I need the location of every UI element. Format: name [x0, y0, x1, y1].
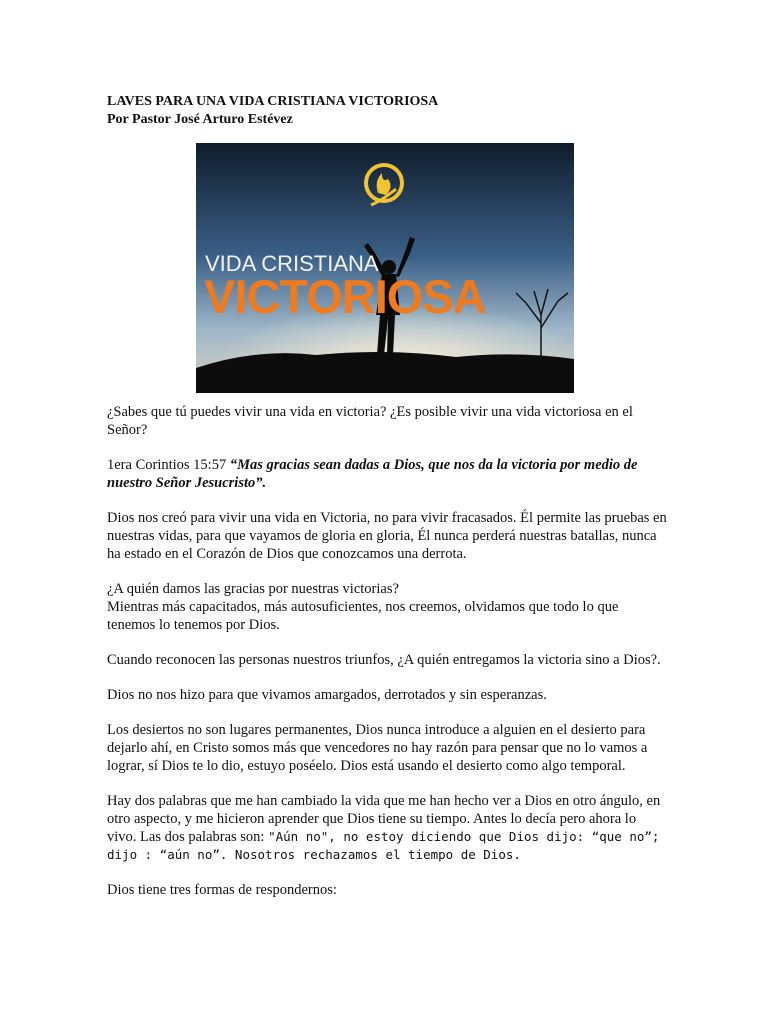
bible-quote: “Mas gracias sean dadas a Dios, que nos da la victoria por medio de nuestro Señor Jesucristo”. [107, 457, 638, 491]
bible-reference: 1era Corintios 15:57 [107, 457, 230, 473]
paragraph-8-serif: Hay dos palabras que me han cambiado la vida que me han hecho ver a Dios en otro ángulo, en otro aspecto, y me hicieron aprender que Dios tiene su tiempo. Antes lo decía pero ahora lo vivo. Las dos palabras son: [107, 793, 661, 845]
paragraph-8 [107, 792, 667, 864]
paragraph-2 [107, 456, 667, 492]
paragraph-5: Cuando reconocen las personas nuestros triunfos, ¿A quién entregamos la victoria sino a Dios?. [107, 652, 661, 668]
banner-big-text: VICTORIOSA [204, 270, 486, 323]
paragraph-8-mono: "Aún no", no estoy diciendo que Dios dijo: “que no”; dijo : “aún no”. Nosotros rechazamos el tiempo de Dios. [107, 829, 660, 862]
document-title: LAVES PARA UNA VIDA CRISTIANA VICTORIOSA [107, 94, 439, 109]
document-page [107, 93, 667, 899]
document-author: Por Pastor José Arturo Estévez [107, 112, 293, 127]
banner-image [196, 143, 574, 393]
paragraph-4-question: ¿A quién damos las gracias por nuestras victorias? [107, 581, 399, 597]
paragraph-9: Dios tiene tres formas de respondernos: [107, 882, 337, 898]
paragraph-6: Dios no nos hizo para que vivamos amargados, derrotados y sin esperanzas. [107, 687, 547, 703]
banner-small-text: VIDA CRISTIANA [205, 251, 379, 276]
paragraph-4-body: Mientras más capacitados, más autosuficientes, nos creemos, olvidamos que todo lo que tenemos lo tenemos por Dios. [107, 599, 619, 633]
paragraph-3: Dios nos creó para vivir una vida en Victoria, no para vivir fracasados. Él permite las pruebas en nuestras vidas, para que vayamos de gloria en gloria, Él nunca perderá nuestras batallas, nunca ha estado en el Corazón de Dios que conozcamos una derrota. [107, 510, 667, 562]
paragraph-1: ¿Sabes que tú puedes vivir una vida en victoria? ¿Es posible vivir una vida victoriosa en el Señor? [107, 404, 633, 438]
paragraph-7: Los desiertos no son lugares permanentes, Dios nunca introduce a alguien en el desierto para dejarlo ahí, en Cristo somos más que vencedores no hay razón para pensar que no lo vamos a lograr, sí Dios te lo dio, estuyo poséelo. Dios está usando el desierto como algo temporal. [107, 722, 648, 774]
